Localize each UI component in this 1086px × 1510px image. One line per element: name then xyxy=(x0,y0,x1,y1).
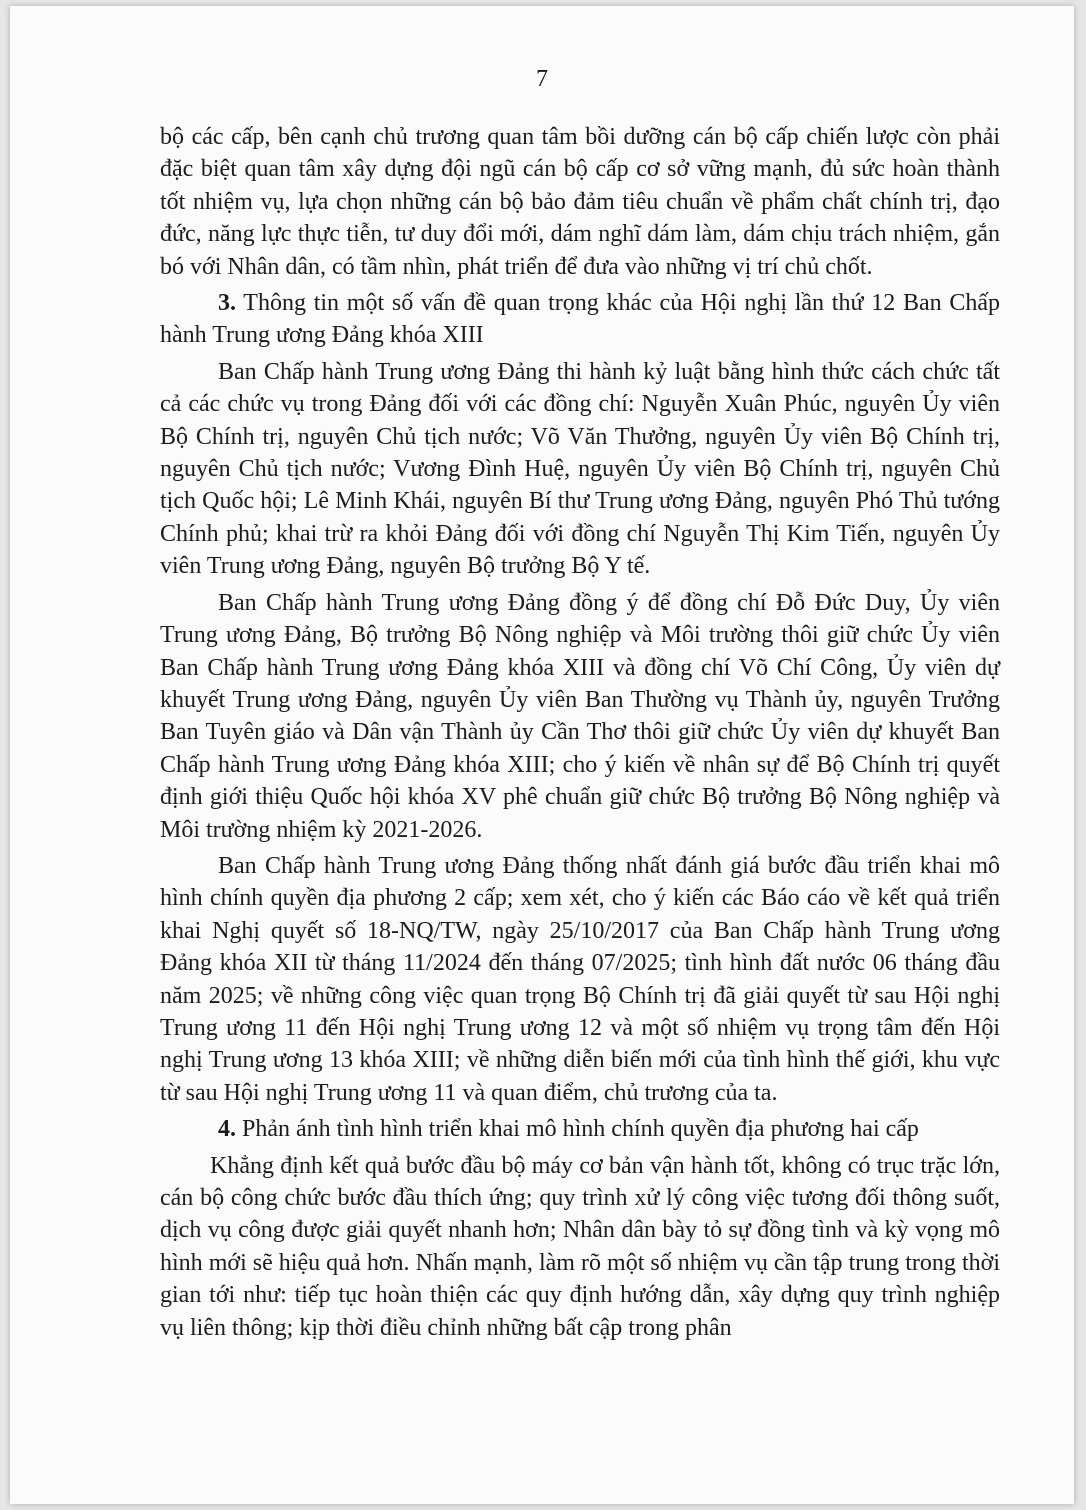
paragraph xyxy=(160,121,1000,283)
section-title: Phản ánh tình hình triển khai mô hình chính quyền địa phương hai cấp xyxy=(236,1116,919,1143)
section-heading-3 xyxy=(160,287,1000,352)
paragraph xyxy=(160,587,1000,846)
paragraph-text: Ban Chấp hành Trung ương Đảng thống nhất đánh giá bước đầu triển khai mô hình chính quyền địa phương 2 cấp; xem xét, cho ý kiến các Báo cáo về kết quả triển khai Nghị quyết số 18-NQ/TW, ngày 25/10/2017 của Ban Chấp hành Trung ương Đảng khóa XII từ tháng 11/2024 đến tháng 07/2025; tình hình đất nước 06 tháng đầu năm 2025; về những công việc quan trọng Bộ Chính trị đã giải quyết từ sau Hội nghị Trung ương 11 đến Hội nghị Trung ương 12 và một số nhiệm vụ trọng tâm đến Hội nghị Trung ương 13 khóa XIII; về những diễn biến mới của tình hình thế giới, khu vực từ sau Hội nghị Trung ương 11 và quan điểm, chủ trương của ta. xyxy=(160,852,1000,1106)
section-title: Thông tin một số vấn đề quan trọng khác của Hội nghị lần thứ 12 Ban Chấp hành Trung ương Đảng khóa XIII xyxy=(160,290,1000,349)
paragraph-text: Ban Chấp hành Trung ương Đảng thi hành kỷ luật bằng hình thức cách chức tất cả các chức vụ trong Đảng đối với các đồng chí: Nguyễn Xuân Phúc, nguyên Ủy viên Bộ Chính trị, nguyên Chủ tịch nước; Võ Văn Thưởng, nguyên Ủy viên Bộ Chính trị, nguyên Chủ tịch nước; Vương Đình Huệ, nguyên Ủy viên Bộ Chính trị, nguyên Chủ tịch Quốc hội; Lê Minh Khái, nguyên Bí thư Trung ương Đảng, nguyên Phó Thủ tướng Chính phủ; khai trừ ra khỏi Đảng đối với đồng chí Nguyễn Thị Kim Tiến, nguyên Ủy viên Trung ương Đảng, nguyên Bộ trưởng Bộ Y tế. xyxy=(160,358,1000,580)
section-number: 3. xyxy=(218,290,236,317)
section-heading-4 xyxy=(160,1113,1000,1145)
paragraph xyxy=(160,356,1000,583)
paragraph-text: Ban Chấp hành Trung ương Đảng đồng ý để đồng chí Đỗ Đức Duy, Ủy viên Trung ương Đảng, Bộ trưởng Bộ Nông nghiệp và Môi trường thôi giữ chức Ủy viên Ban Chấp hành Trung ương Đảng khóa XIII và đồng chí Võ Chí Công, Ủy viên dự khuyết Trung ương Đảng, nguyên Ủy viên Ban Thường vụ Thành ủy, nguyên Trưởng Ban Tuyên giáo và Dân vận Thành ủy Cần Thơ thôi giữ chức Ủy viên dự khuyết Ban Chấp hành Trung ương Đảng khóa XIII; cho ý kiến về nhân sự để Bộ Chính trị quyết định giới thiệu Quốc hội khóa XV phê chuẩn giữ chức Bộ trưởng Bộ Nông nghiệp và Môi trường nhiệm kỳ 2021-2026. xyxy=(160,589,1000,843)
page-number: 7 xyxy=(536,66,548,92)
document-body xyxy=(160,121,1000,1348)
document-page xyxy=(10,6,1074,1504)
paragraph xyxy=(160,1150,1000,1344)
paragraph-text: Khẳng định kết quả bước đầu bộ máy cơ bản vận hành tốt, không có trục trặc lớn, cán bộ công chức bước đầu thích ứng; quy trình xử lý công việc tương đối thông suốt, dịch vụ công được giải quyết nhanh hơn; Nhân dân bày tỏ sự đồng tình và kỳ vọng mô hình mới sẽ hiệu quả hơn. Nhấn mạnh, làm rõ một số nhiệm vụ cần tập trung trong thời gian tới như: tiếp tục hoàn thiện các quy định hướng dẫn, xây dựng quy trình nghiệp vụ liên thông; kịp thời điều chỉnh những bất cập trong phân xyxy=(160,1152,1000,1341)
paragraph-text: bộ các cấp, bên cạnh chủ trương quan tâm bồi dưỡng cán bộ cấp chiến lược còn phải đặc biệt quan tâm xây dựng đội ngũ cán bộ cấp cơ sở vững mạnh, đủ sức hoàn thành tốt nhiệm vụ, lựa chọn những cán bộ bảo đảm tiêu chuẩn về phẩm chất chính trị, đạo đức, năng lực thực tiễn, tư duy đổi mới, dám nghĩ dám làm, dám chịu trách nhiệm, gắn bó với Nhân dân, có tầm nhìn, phát triển để đưa vào những vị trí chủ chốt. xyxy=(160,124,1000,280)
section-number: 4. xyxy=(218,1116,236,1143)
paragraph xyxy=(160,850,1000,1109)
